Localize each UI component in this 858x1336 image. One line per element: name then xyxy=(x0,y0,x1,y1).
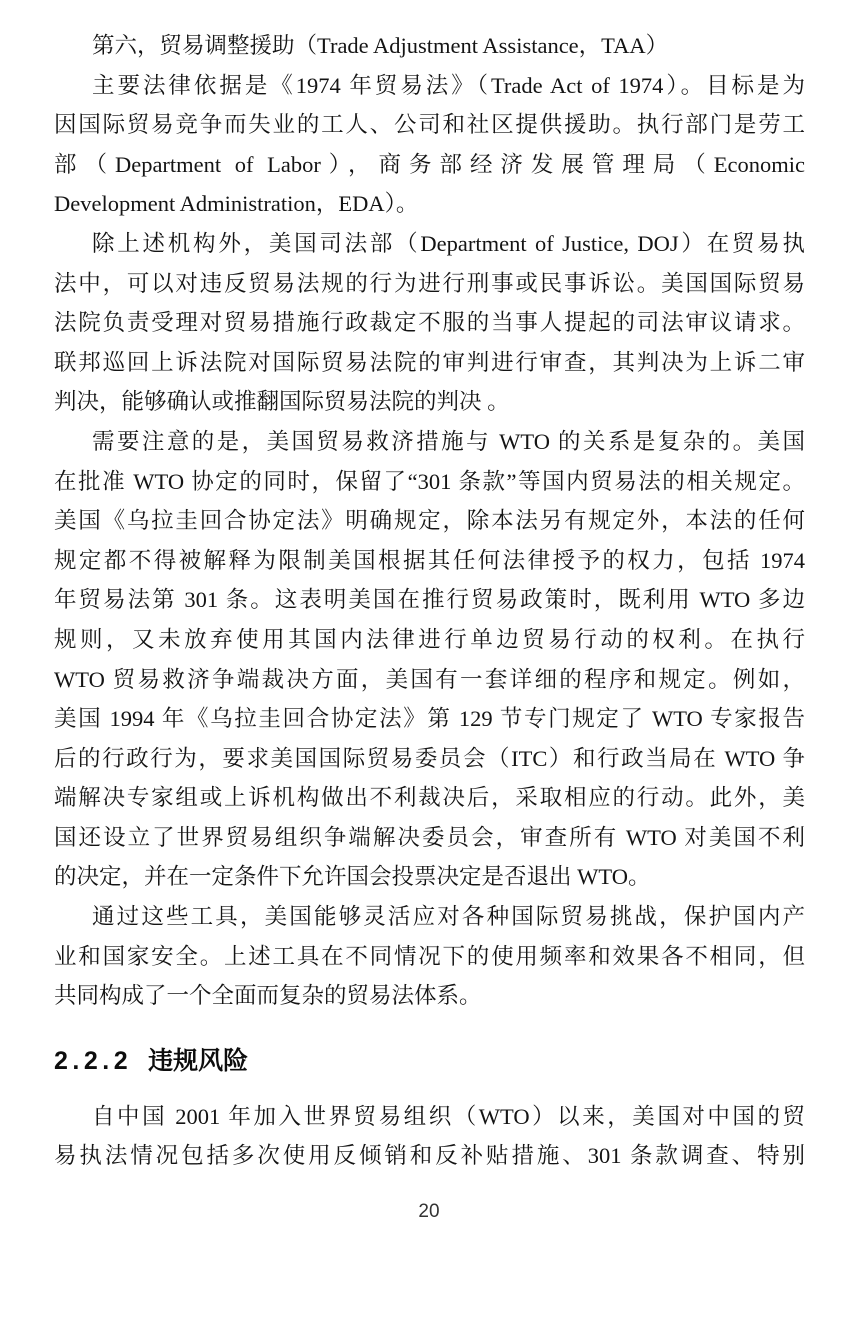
text-line: 美国 1994 年《乌拉圭回合协定法》第 129 节专门规定了 WTO 专家报告 xyxy=(54,706,805,732)
text-line: 端解决专家组或上诉机构做出不利裁决后，采取相应的行动。此外，美 xyxy=(54,785,805,811)
text-line: 判决，能够确认或推翻国际贸易法院的判决 。 xyxy=(54,389,510,415)
heading-title: 违规风险 xyxy=(148,1046,249,1075)
text-line: 在批准 WTO 协定的同时，保留了“301 条款”等国内贸易法的相关规定。 xyxy=(54,468,805,494)
text-line: 美国《乌拉圭回合协定法》明确规定，除本法另有规定外，本法的任何 xyxy=(54,508,805,534)
text-line: 法中，可以对违反贸易法规的行为进行刑事或民事诉讼。美国国际贸易 xyxy=(54,270,805,296)
body-text xyxy=(54,26,805,1176)
heading-number: 2.2.2 xyxy=(54,1046,133,1075)
text-line: 主要法律依据是《1974 年贸易法》（Trade Act of 1974）。目标是为 xyxy=(92,72,805,98)
text-line: 业和国家安全。上述工具在不同情况下的使用频率和效果各不相同，但 xyxy=(54,943,805,969)
text-line: 除上述机构外，美国司法部（Department of Justice, DOJ）在贸易执 xyxy=(92,230,805,256)
paragraph xyxy=(54,26,805,66)
paragraph xyxy=(54,1097,805,1176)
text-line: 规定都不得被解释为限制美国根据其任何法律授予的权力，包括 1974 xyxy=(54,547,805,573)
text-line: 需要注意的是，美国贸易救济措施与 WTO 的关系是复杂的。美国 xyxy=(92,428,805,454)
text-line: 易执法情况包括多次使用反倾销和反补贴措施、301 条款调查、特别 xyxy=(54,1143,805,1169)
text-line: 法院负责受理对贸易措施行政裁定不服的当事人提起的司法审议请求。 xyxy=(54,310,805,336)
paragraph xyxy=(54,224,805,422)
paragraph xyxy=(54,66,805,224)
text-line: 部（Department of Labor），商务部经济发展管理局（Economic xyxy=(54,151,805,177)
text-line: 第六，贸易调整援助（Trade Adjustment Assistance，TAA） xyxy=(92,33,669,58)
text-line: 联邦巡回上诉法院对国际贸易法院的审判进行审查，其判决为上诉二审 xyxy=(54,349,805,375)
text-line: 规则，又未放弃使用其国内法律进行单边贸易行动的权利。在执行 xyxy=(54,626,805,652)
text-line: WTO 贸易救济争端裁决方面，美国有一套详细的程序和规定。例如， xyxy=(54,666,805,692)
text-line: 的决定，并在一定条件下允许国会投票决定是否退出 WTO。 xyxy=(54,864,651,890)
paragraph xyxy=(54,897,805,1016)
text-line: 因国际贸易竞争而失业的工人、公司和社区提供援助。执行部门是劳工 xyxy=(54,112,805,138)
section-heading xyxy=(54,1041,805,1081)
paragraph xyxy=(54,422,805,897)
text-line: 共同构成了一个全面而复杂的贸易法体系。 xyxy=(54,983,482,1009)
text-line: 国还设立了世界贸易组织争端解决委员会，审查所有 WTO 对美国不利 xyxy=(54,824,805,850)
text-line: Development Administration，EDA）。 xyxy=(54,191,419,217)
text-line: 自中国 2001 年加入世界贸易组织（WTO）以来，美国对中国的贸 xyxy=(92,1103,805,1129)
page-number: 20 xyxy=(418,1201,440,1222)
text-line: 通过这些工具，美国能够灵活应对各种国际贸易挑战，保护国内产 xyxy=(92,904,805,930)
text-line: 年贸易法第 301 条。这表明美国在推行贸易政策时，既利用 WTO 多边 xyxy=(54,587,805,613)
text-line: 后的行政行为，要求美国国际贸易委员会（ITC）和行政当局在 WTO 争 xyxy=(54,745,805,771)
